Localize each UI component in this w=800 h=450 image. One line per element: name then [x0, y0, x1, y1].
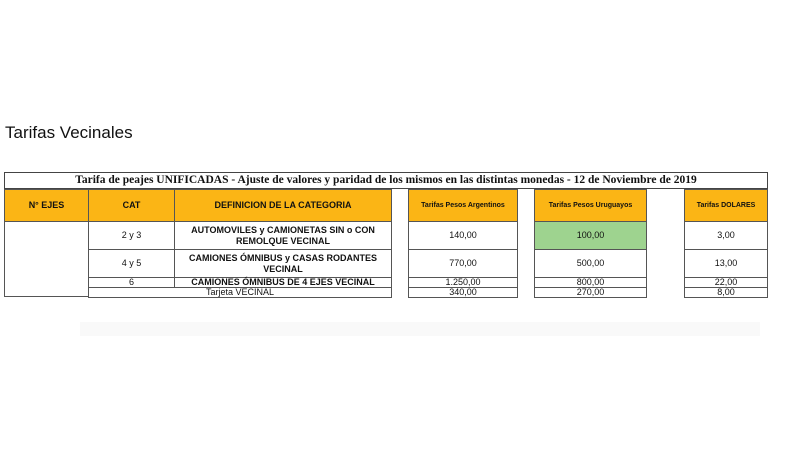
- row-1-pesos-arg: 140,00: [408, 221, 518, 250]
- row-3-cat: 6: [88, 277, 175, 288]
- header-ejes: N° EJES: [4, 189, 89, 222]
- row-2-pesos-uru: 500,00: [534, 249, 647, 278]
- row-1-dolares: 3,00: [684, 221, 768, 250]
- row-1-pesos-uru: 100,00: [534, 221, 647, 250]
- row-4-definicion: Tarjeta VECINAL: [88, 287, 392, 298]
- row-1-cat: 2 y 3: [88, 221, 175, 250]
- header-definicion: DEFINICION DE LA CATEGORIA: [174, 189, 392, 222]
- header-cat: CAT: [88, 189, 175, 222]
- row-4-pesos-uru: 270,00: [534, 287, 647, 298]
- row-4-dolares: 8,00: [684, 287, 768, 298]
- row-2-definicion: CAMIONES ÓMNIBUS y CASAS RODANTES VECINAL: [174, 249, 392, 278]
- row-3-dolares: 22,00: [684, 277, 768, 288]
- row-2-dolares: 13,00: [684, 249, 768, 278]
- page-title: Tarifas Vecinales: [5, 123, 133, 142]
- row-3-pesos-arg: 1.250,00: [408, 277, 518, 288]
- row-1-definicion: AUTOMOVILES y CAMIONETAS SIN o CON REMOLQUE VECINAL: [174, 221, 392, 250]
- header-dolares: Tarifas DOLARES: [684, 189, 768, 222]
- row-3-pesos-uru: 800,00: [534, 277, 647, 288]
- row-2-pesos-arg: 770,00: [408, 249, 518, 278]
- header-pesos-uruguayos: Tarifas Pesos Uruguayos: [534, 189, 647, 222]
- header-pesos-argentinos: Tarifas Pesos Argentinos: [408, 189, 518, 222]
- faded-scan-artifact: [80, 322, 760, 336]
- row-3-definicion: CAMIONES ÓMNIBUS DE 4 EJES VECINAL: [174, 277, 392, 288]
- row-2-cat: 4 y 5: [88, 249, 175, 278]
- table-banner: Tarifa de peajes UNIFICADAS - Ajuste de valores y paridad de los mismos en las distintas monedas - 12 de Noviembre de 2019: [4, 172, 768, 189]
- ejes-column-body: [4, 221, 89, 297]
- row-4-pesos-arg: 340,00: [408, 287, 518, 298]
